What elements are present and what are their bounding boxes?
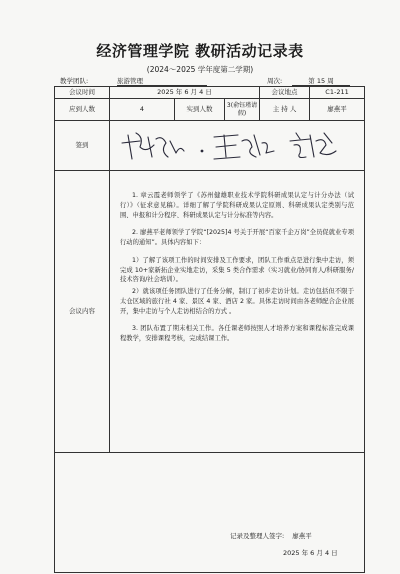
team-label: 教学团队:	[60, 77, 89, 85]
recorder-value: 廖燕平	[292, 532, 312, 540]
host-value: 廖燕平	[310, 99, 365, 121]
meeting-time-value: 2025 年 6 月 4 日	[110, 87, 260, 99]
content-cell	[110, 171, 365, 453]
content-label: 会议内容	[55, 171, 110, 453]
meta-row	[60, 74, 360, 86]
team-value: 旅游管理	[117, 76, 207, 86]
signature-area	[110, 121, 365, 171]
week-label: 周次:	[267, 77, 283, 85]
content-paragraph: 1. 章云霞老师领学了《苏州健雄职业技术学院科研成果认定与计分办法（试行）》（征求意见稿）。详细了解了学院科研成果认定原则、科研成果认定类别与范围、申报和计分程序、科研成果认定与计分标准等内容。	[120, 192, 355, 219]
meeting-time-label: 会议时间	[55, 87, 110, 99]
content-paragraph: 2. 廖燕平老师领学了学院“[2025]4 号关于开展“百家千企万岗”全员促就业专项行动的通知”。具体内容如下：	[120, 229, 355, 246]
recorder-block	[230, 533, 312, 541]
activity-record-table	[54, 86, 365, 573]
expected-value: 4	[110, 99, 175, 121]
signin-label: 签到	[55, 121, 110, 171]
content-paragraph: 1）了解了该项工作的时间安排及工作要求，团队工作重点是进行集中走访，须完成 10+家新拓企业实地走访，采集 5 类合作需求（实习就业/协同育人/科研服务/技术咨询/社会培训）。	[120, 256, 355, 284]
actual-label: 实到人数	[175, 99, 225, 121]
content-paragraph: 3. 团队布置了期末相关工作。各任课老师按照人才培养方案和课程标准完成课程教学，安排课程考核，完成结课工作。	[120, 325, 355, 342]
meeting-place-label: 会议地点	[260, 87, 310, 99]
meeting-content	[110, 171, 364, 344]
document-title: 经济管理学院 教研活动记录表	[96, 42, 304, 60]
actual-value: 3(俞钰瑾请假)	[225, 99, 260, 121]
expected-label: 应到人数	[55, 99, 110, 121]
week-value: 第 15 周	[292, 76, 350, 86]
recorder-label: 记录及整理人签字:	[230, 532, 285, 540]
document-subtitle: (2024～2025 学年度第二学期)	[146, 65, 254, 74]
record-date: 2025 年 6 月 4 日	[283, 549, 338, 557]
content-paragraph: 2）就该项任务团队进行了任务分解，制订了初步走访计划。走访包括但不限于太仓区域的旅行社 4 家、景区 4 家、酒店 2 家。具体走访时间由各老师配合企业展开，集中走访与个人走访相结合的方式 。	[120, 288, 355, 315]
footer-cell	[55, 453, 365, 573]
host-label: 主 持 人	[260, 99, 310, 121]
handwritten-signatures	[110, 123, 360, 169]
meeting-place-value: C1-211	[310, 87, 365, 99]
